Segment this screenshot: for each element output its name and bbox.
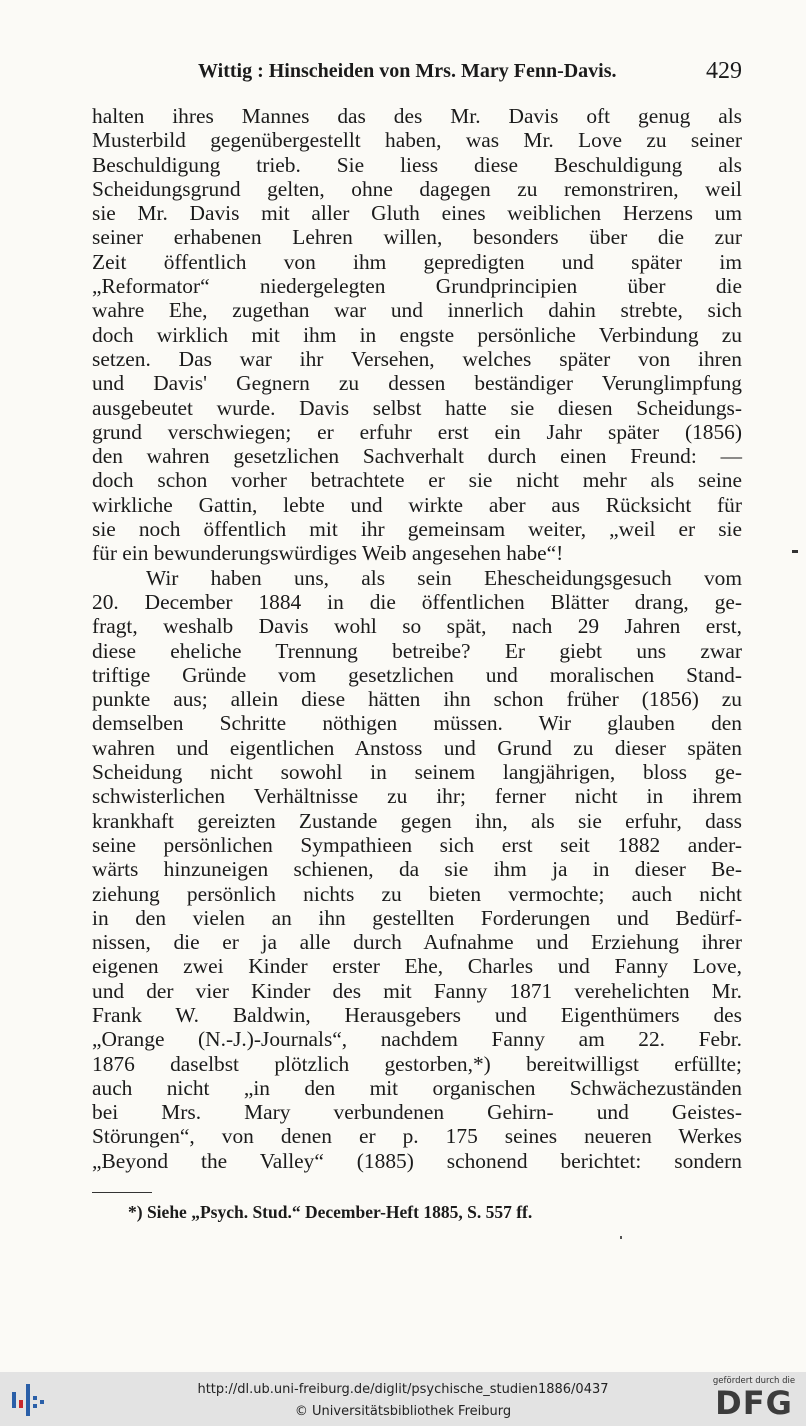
text-line: „Orange (N.-J.)-Journals“, nachdem Fanny am 22. Febr. [92,1027,742,1052]
text-line: wahre Ehe, zugethan war und innerlich dahin strebte, sich [92,298,742,323]
text-line: wirkliche Gattin, lebte und wirkte aber aus Rücksicht für [92,492,742,517]
dfg-funding-label: gefördert durch die [712,1376,796,1386]
dfg-logo-text: DFG [715,1384,793,1422]
text-line: wärts hinzuneigen schienen, da sie ihm ja in dieser Be- [92,857,742,882]
text-line: 1876 daselbst plötzlich gestorben,*) bereitwilligst erfüllte; [92,1051,742,1076]
print-mark [620,1236,622,1239]
text-line: seine persönlichen Sympathieen sich erst seit 1882 ander- [92,832,742,857]
text-line: Beschuldigung trieb. Sie liess diese Beschuldigung als [92,152,742,177]
text-line: grund verschwiegen; er erfuhr erst ein Jahr später (1856) [92,419,742,444]
text-line: für ein bewunderungswürdiges Weib angesehen habe“! [92,541,564,566]
text-line: „Beyond the Valley“ (1885) schonend berichtet: sondern [92,1148,742,1173]
text-line: triftige Gründe vom gesetzlichen und moralischen Stand- [92,662,742,687]
text-line: sie Mr. Davis mit aller Gluth eines weiblichen Herzens um [92,201,742,226]
text-line: den wahren gesetzlichen Sachverhalt durch einen Freund: — [92,444,742,469]
copyright-notice: © Universitätsbibliothek Freiburg [294,1404,512,1419]
footnote-rule [92,1192,152,1193]
text-line: und Davis' Gegnern zu dessen beständiger Verunglimpfung [92,371,742,396]
viewer-footer [0,1372,806,1426]
text-line: in den vielen an ihn gestellten Forderungen und Bedürf- [92,905,742,930]
text-line: doch wirklich mit ihm in engste persönliche Verbindung zu [92,322,742,347]
text-line: 20. December 1884 in die öffentlichen Blätter drang, ge- [92,589,742,614]
text-line: diese eheliche Trennung betreibe? Er giebt uns zwar [92,638,742,663]
text-line: wahren und eigentlichen Anstoss und Grund zu dieser späten [92,735,742,760]
text-line: auch nicht „in den mit organischen Schwächezuständen [92,1075,742,1100]
footnote: *) Siehe „Psych. Stud.“ December-Heft 1885, S. 557 ff. [128,1202,533,1222]
text-line: demselben Schritte nöthigen müssen. Wir glauben den [92,711,742,736]
page-number: 429 [706,58,742,84]
text-line: und der vier Kinder des mit Fanny 1871 verehelichten Mr. [92,978,742,1003]
body-text [92,104,742,1173]
text-line: punkte aus; allein diese hätten ihn schon früher (1856) zu [92,687,742,712]
text-line: seiner erhabenen Lehren willen, besonders über die zur [92,225,742,250]
text-line: schwisterlichen Verhältnisse zu ihr; ferner nicht in ihrem [92,784,742,809]
text-line: Frank W. Baldwin, Herausgebers und Eigenthümers des [92,1002,742,1027]
text-line: Zeit öffentlich von ihm gepredigten und später im [92,249,742,274]
text-line: bei Mrs. Mary verbundenen Gehirn- und Geistes- [92,1100,742,1125]
text-line: halten ihres Mannes das des Mr. Davis oft genug als [92,104,742,128]
text-line: ausgebeutet wurde. Davis selbst hatte sie diesen Scheidungs- [92,395,742,420]
text-line: ziehung persönlich nichts zu bieten vermochte; auch nicht [92,881,742,906]
text-line: fragt, weshalb Davis wohl so spät, nach 29 Jahren erst, [92,614,742,639]
dfg-logo-icon [710,1376,798,1424]
text-line: Scheidung nicht sowohl in seinem langjährigen, bloss ge- [92,760,742,785]
text-line: Scheidungsgrund gelten, ohne dagegen zu remonstriren, weil [92,176,742,201]
text-line: nissen, die er ja alle durch Aufnahme und Erziehung ihrer [92,930,742,955]
text-line: setzen. Das war ihr Versehen, welches später von ihren [92,346,742,371]
document-url[interactable]: http://dl.ub.uni-freiburg.de/diglit/psychische_studien1886/0437 [197,1382,609,1397]
running-title: Wittig : Hinscheiden von Mrs. Mary Fenn-Davis. [198,60,617,82]
text-line: eigenen zwei Kinder erster Ehe, Charles und Fanny Love, [92,954,742,979]
text-line: Musterbild gegenübergestellt haben, was Mr. Love zu seiner [92,128,742,153]
text-line: sie noch öffentlich mit ihr gemeinsam weiter, „weil er sie [92,517,742,542]
text-line: doch schon vorher betrachtete er sie nicht mehr als seine [92,468,742,493]
text-line: Störungen“, von denen er p. 175 seines neueren Werkes [92,1124,742,1149]
print-mark [792,550,798,553]
text-line: Wir haben uns, als sein Ehescheidungsgesuch vom [146,565,742,590]
text-line: „Reformator“ niedergelegten Grundprincipien über die [92,274,742,299]
text-line: krankhaft gereizten Zustande gegen ihn, als sie erfuhr, dass [92,808,742,833]
